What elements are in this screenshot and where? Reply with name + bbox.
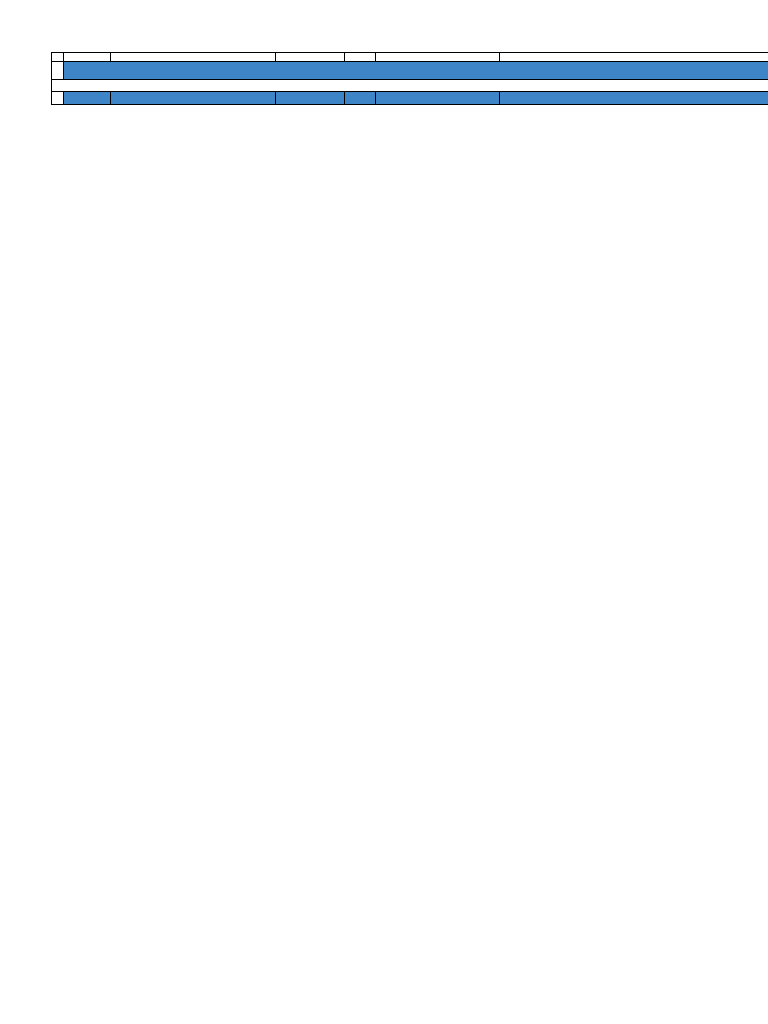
instructions-row xyxy=(52,80,768,92)
header-remarks xyxy=(500,92,768,105)
header-practice xyxy=(276,92,345,105)
instructions-text xyxy=(52,80,768,92)
header-topic xyxy=(111,92,276,105)
title-row xyxy=(52,62,768,80)
header-row xyxy=(52,92,768,105)
header-solution xyxy=(345,92,376,105)
blank-row xyxy=(52,53,768,62)
header-progress xyxy=(376,92,500,105)
sheet-title xyxy=(64,62,768,80)
tracker-sheet-top xyxy=(51,52,768,105)
